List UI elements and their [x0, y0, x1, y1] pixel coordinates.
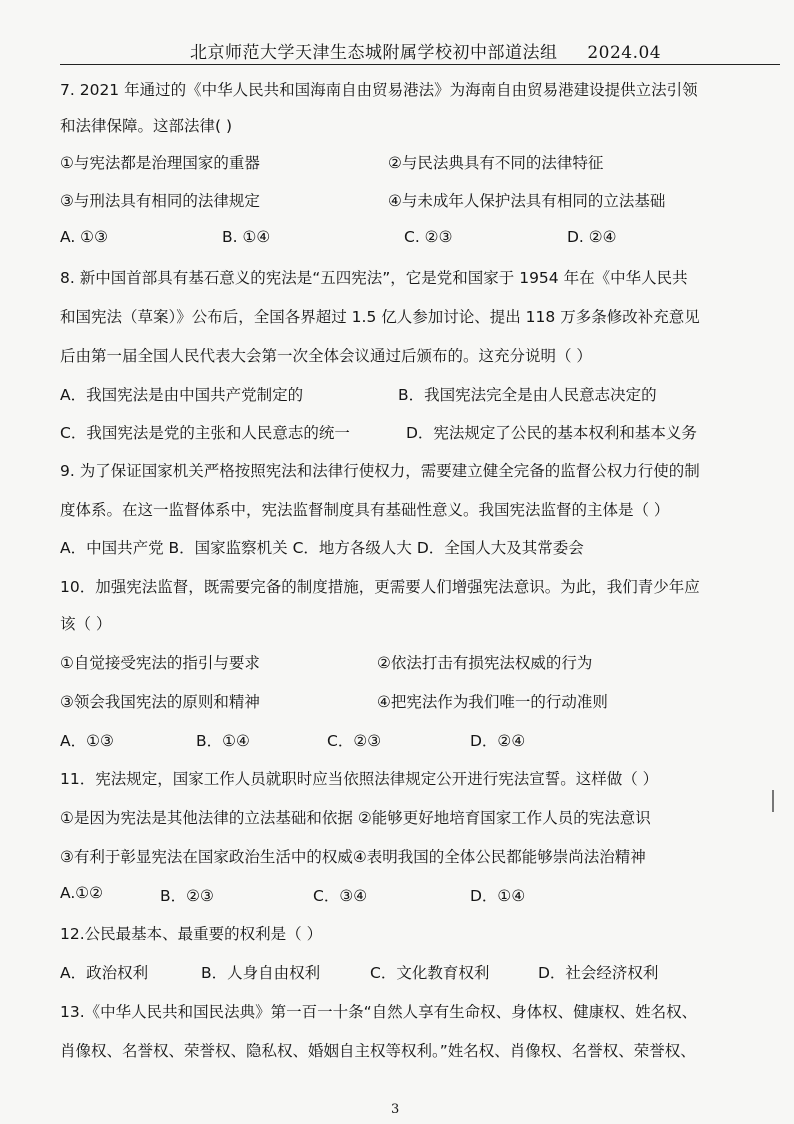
- q9-stem-line-1: 9. 为了保证国家机关严格按照宪法和法律行使权力，需要建立健全完备的监督公权力行使的制: [60, 462, 700, 480]
- q10-statement-1: ①自觉接受宪法的指引与要求: [60, 654, 260, 672]
- q7-option-d[interactable]: D. ②④: [567, 228, 617, 246]
- q10-statement-3: ③领会我国宪法的原则和精神: [60, 693, 260, 711]
- q8-stem-line-2: 和国宪法（草案）》公布后，全国各界超过 1.5 亿人参加讨论、提出 118 万多条修改补充意见: [60, 308, 700, 326]
- q13-stem-line-2: 肖像权、名誉权、荣誉权、隐私权、婚姻自主权等权利。”姓名权、肖像权、名誉权、荣誉权、: [60, 1042, 696, 1060]
- q7-option-b[interactable]: B. ①④: [222, 228, 271, 246]
- header-title: 北京师范大学天津生态城附属学校初中部道法组: [190, 43, 558, 63]
- q12-stem: 12.公民最基本、最重要的权利是（ ）: [60, 925, 323, 943]
- q11-statements-1-2: ①是因为宪法是其他法律的立法基础和依据 ②能够更好地培育国家工作人员的宪法意识: [60, 809, 651, 827]
- q12-option-b[interactable]: B．人身自由权利: [201, 964, 321, 982]
- q11-stem: 11．宪法规定，国家工作人员就职时应当依照法律规定公开进行宪法宣誓。这样做（ ）: [60, 770, 659, 788]
- q8-option-c[interactable]: C．我国宪法是党的主张和人民意志的统一: [60, 424, 350, 442]
- q10-statement-4: ④把宪法作为我们唯一的行动准则: [377, 693, 608, 711]
- q10-option-d[interactable]: D．②④: [470, 732, 526, 750]
- q10-stem-line-1: 10．加强宪法监督，既需要完备的制度措施，更需要人们增强宪法意识。为此，我们青少年应: [60, 578, 700, 596]
- q11-option-b[interactable]: B．②③: [160, 887, 214, 905]
- q12-option-d[interactable]: D．社会经济权利: [538, 964, 659, 982]
- q7-statement-3: ③与刑法具有相同的法律规定: [60, 192, 260, 210]
- page-header: [190, 38, 661, 63]
- q7-statement-2: ②与民法典具有不同的法律特征: [388, 154, 604, 172]
- q11-option-a[interactable]: A.①②: [60, 884, 104, 902]
- q9-stem-line-2: 度体系。在这一监督体系中，宪法监督制度具有基础性意义。我国宪法监督的主体是（ ）: [60, 501, 670, 519]
- q11-option-d[interactable]: D．①④: [470, 887, 526, 905]
- scan-edge-mark: [772, 790, 774, 812]
- q7-stem-line-2: 和法律保障。这部法律( ): [60, 117, 233, 135]
- q9-options[interactable]: A．中国共产党 B．国家监察机关 C．地方各级人大 D．全国人大及其常委会: [60, 539, 584, 557]
- q7-statement-4: ④与未成年人保护法具有相同的立法基础: [388, 192, 666, 210]
- q10-statement-2: ②依法打击有损宪法权威的行为: [377, 654, 593, 672]
- header-date: 2024.04: [587, 43, 662, 63]
- q7-option-c[interactable]: C. ②③: [404, 228, 453, 246]
- q11-option-c[interactable]: C．③④: [313, 887, 368, 905]
- q13-stem-line-1: 13.《中华人民共和国民法典》第一百一十条“自然人享有生命权、身体权、健康权、姓名权、: [60, 1003, 698, 1021]
- q10-stem-line-2: 该（ ）: [60, 615, 112, 633]
- q8-option-d[interactable]: D．宪法规定了公民的基本权利和基本义务: [406, 424, 697, 442]
- q10-option-b[interactable]: B．①④: [196, 732, 250, 750]
- q11-statements-3-4: ③有利于彰显宪法在国家政治生活中的权威④表明我国的全体公民都能够崇尚法治精神: [60, 848, 646, 866]
- q7-stem-line-1: 7. 2021 年通过的《中华人民共和国海南自由贸易港法》为海南自由贸易港建设提供立法引领: [60, 81, 698, 99]
- q8-stem-line-3: 后由第一届全国人民代表大会第一次全体会议通过后颁布的。这充分说明（ ）: [60, 347, 592, 365]
- q10-option-a[interactable]: A．①③: [60, 732, 114, 750]
- q8-option-a[interactable]: A．我国宪法是由中国共产党制定的: [60, 386, 304, 404]
- q7-statement-1: ①与宪法都是治理国家的重器: [60, 154, 260, 172]
- q12-option-c[interactable]: C．文化教育权利: [370, 964, 490, 982]
- q7-option-a[interactable]: A. ①③: [60, 228, 108, 246]
- header-rule: [60, 64, 780, 65]
- q12-option-a[interactable]: A．政治权利: [60, 964, 149, 982]
- q8-stem-line-1: 8. 新中国首部具有基石意义的宪法是“五四宪法”，它是党和国家于 1954 年在《中华人民共: [60, 269, 688, 287]
- page-number: 3: [391, 1102, 400, 1117]
- q8-option-b[interactable]: B．我国宪法完全是由人民意志决定的: [398, 386, 657, 404]
- q10-option-c[interactable]: C．②③: [327, 732, 382, 750]
